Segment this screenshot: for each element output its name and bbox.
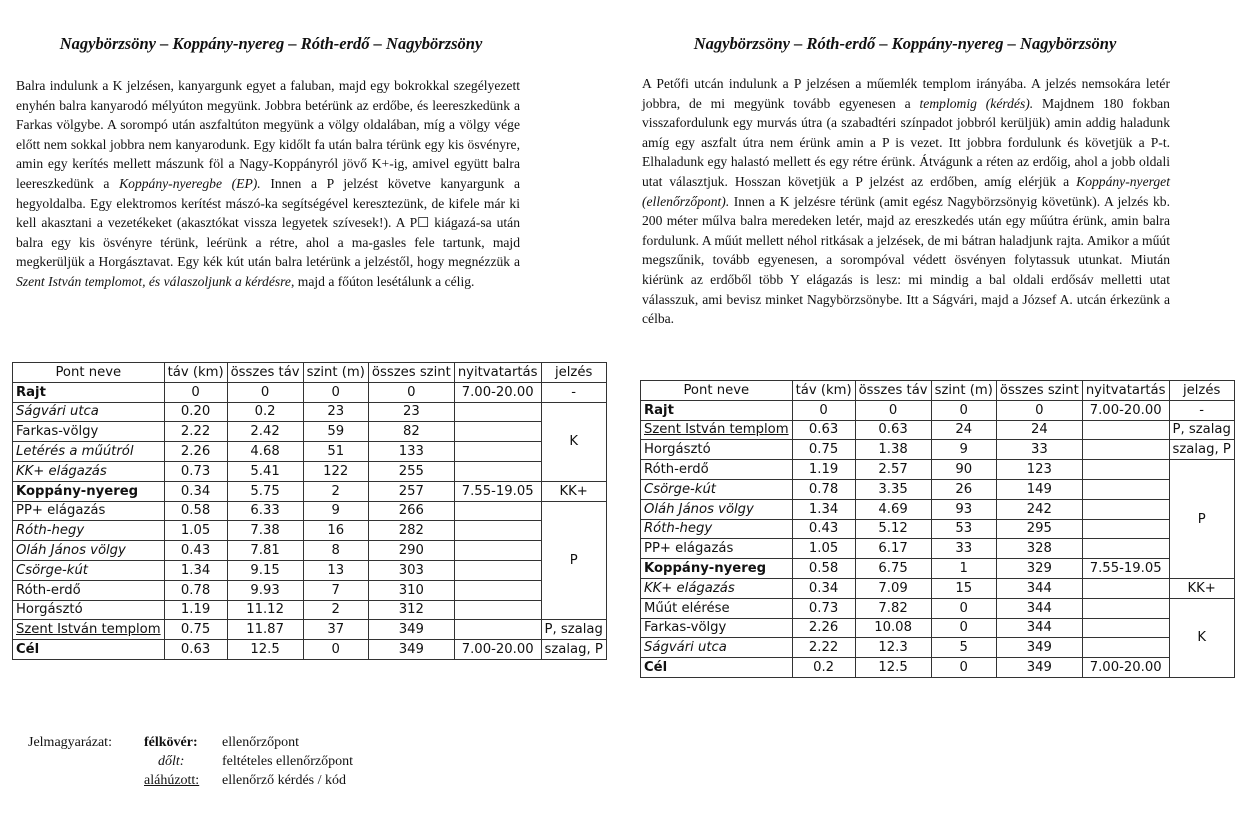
cell-tav: 1.05 <box>164 521 227 541</box>
cell-nyitva <box>454 541 541 561</box>
cell-nyitva <box>1082 420 1169 440</box>
cell-ossz_szint: 328 <box>996 539 1082 559</box>
cell-ossz_szint: 295 <box>996 519 1082 539</box>
cell-ossz_szint: 312 <box>368 600 454 620</box>
trail-mark: KK+ <box>1169 578 1234 598</box>
cell-tav: 0.34 <box>164 481 227 501</box>
cell-szint: 90 <box>931 460 996 480</box>
checkpoint-name: Oláh János völgy <box>641 499 793 519</box>
cell-nyitva <box>454 620 541 640</box>
cell-tav: 2.22 <box>164 422 227 442</box>
cell-szint: 23 <box>303 402 368 422</box>
table-header-row <box>641 381 1235 401</box>
cell-ossz_szint: 344 <box>996 618 1082 638</box>
cell-ossz_tav: 0 <box>227 382 303 402</box>
cell-tav: 0.63 <box>164 640 227 660</box>
cell-szint: 2 <box>303 600 368 620</box>
checkpoint-name: Róth-erdő <box>13 580 165 600</box>
cell-ossz_tav: 7.81 <box>227 541 303 561</box>
cell-szint: 53 <box>931 519 996 539</box>
cell-nyitva: 7.00-20.00 <box>454 382 541 402</box>
cell-nyitva <box>1082 440 1169 460</box>
description-segment: Innen a K jelzésre térünk (amit egész Nagybörzsönyig követünk). A jelzés kb. 200 méter műlva balra meredeken letér, majd az ereszkedés után egy műútra érünk, amin balra fordulunk. A műút mellett néhol ritkásak a jelzések, de mi bátran haladjunk rajta. Amikor a műút megszűnik, tovább egyenesen, a sorompóval védett ösvényen folytassuk utunkat. Miután kiérünk az erdőből több Y elágazás is lesz: mi mindig a bal oldali erdősáv melletti utat válasszuk, ami bevisz minket Nagybörzsönybe. Itt a Ságvári, majd a József A. utcán érkezünk a célba. <box>642 193 1170 327</box>
left-checkpoint-table <box>12 362 607 660</box>
cell-ossz_szint: 329 <box>996 559 1082 579</box>
trail-mark: K <box>1169 598 1234 677</box>
checkpoint-name: KK+ elágazás <box>13 461 165 481</box>
cell-ossz_tav: 10.08 <box>855 618 931 638</box>
cell-ossz_tav: 2.42 <box>227 422 303 442</box>
table-row <box>13 461 607 481</box>
checkpoint-name: Horgásztó <box>641 440 793 460</box>
column-header: szint (m) <box>303 363 368 383</box>
table-row <box>641 400 1235 420</box>
cell-tav: 2.26 <box>792 618 855 638</box>
table-row <box>641 420 1235 440</box>
trail-mark: szalag, P <box>541 640 606 660</box>
cell-nyitva: 7.00-20.00 <box>1082 658 1169 678</box>
right-checkpoint-table <box>640 380 1235 678</box>
cell-szint: 0 <box>931 618 996 638</box>
checkpoint-name: Cél <box>13 640 165 660</box>
cell-szint: 1 <box>931 559 996 579</box>
cell-szint: 16 <box>303 521 368 541</box>
column-header: Pont neve <box>641 381 793 401</box>
trail-mark: szalag, P <box>1169 440 1234 460</box>
cell-tav: 1.34 <box>792 499 855 519</box>
table-row <box>641 618 1235 638</box>
cell-szint: 0 <box>931 658 996 678</box>
table-row <box>641 539 1235 559</box>
cell-szint: 37 <box>303 620 368 640</box>
table-row <box>13 481 607 501</box>
legend-key-bold: félkövér: <box>144 735 198 750</box>
cell-tav: 0.2 <box>792 658 855 678</box>
description-segment: templomig (kérdés). <box>919 95 1034 111</box>
cell-tav: 0.43 <box>164 541 227 561</box>
cell-szint: 0 <box>931 400 996 420</box>
cell-nyitva: 7.55-19.05 <box>1082 559 1169 579</box>
cell-ossz_tav: 1.38 <box>855 440 931 460</box>
cell-szint: 13 <box>303 560 368 580</box>
trail-mark: P <box>541 501 606 620</box>
cell-tav: 1.19 <box>164 600 227 620</box>
cell-ossz_tav: 6.33 <box>227 501 303 521</box>
table-row <box>13 620 607 640</box>
description-segment: Koppány-nyeregbe (EP). <box>119 175 261 191</box>
cell-ossz_szint: 303 <box>368 560 454 580</box>
cell-tav: 2.26 <box>164 442 227 462</box>
cell-ossz_szint: 257 <box>368 481 454 501</box>
table-row <box>641 578 1235 598</box>
cell-tav: 0.75 <box>164 620 227 640</box>
checkpoint-name: Koppány-nyereg <box>641 559 793 579</box>
column-header: összes szint <box>996 381 1082 401</box>
column-header: jelzés <box>1169 381 1234 401</box>
table-header-row <box>13 363 607 383</box>
cell-ossz_tav: 12.5 <box>855 658 931 678</box>
cell-nyitva <box>454 560 541 580</box>
cell-ossz_szint: 349 <box>368 620 454 640</box>
legend-desc-bold: ellenőrzőpont <box>222 735 299 750</box>
cell-ossz_szint: 23 <box>368 402 454 422</box>
column-header: Pont neve <box>13 363 165 383</box>
cell-szint: 8 <box>303 541 368 561</box>
table-row <box>13 501 607 521</box>
cell-tav: 2.22 <box>792 638 855 658</box>
cell-ossz_szint: 310 <box>368 580 454 600</box>
checkpoint-name: Farkas-völgy <box>13 422 165 442</box>
cell-tav: 0.58 <box>164 501 227 521</box>
checkpoint-name: Szent István templom <box>13 620 165 640</box>
checkpoint-name: PP+ elágazás <box>641 539 793 559</box>
cell-tav: 1.05 <box>792 539 855 559</box>
checkpoint-name: PP+ elágazás <box>13 501 165 521</box>
cell-tav: 0.34 <box>792 578 855 598</box>
cell-nyitva <box>454 461 541 481</box>
legend-desc-underline: ellenőrző kérdés / kód <box>222 773 347 788</box>
trail-mark: - <box>541 382 606 402</box>
cell-ossz_szint: 282 <box>368 521 454 541</box>
table-row <box>13 402 607 422</box>
cell-nyitva <box>454 600 541 620</box>
cell-tav: 0 <box>792 400 855 420</box>
cell-ossz_tav: 0.63 <box>855 420 931 440</box>
cell-ossz_tav: 5.75 <box>227 481 303 501</box>
left-route-title: Nagybörzsöny – Koppány-nyereg – Róth-erdő – Nagybörzsöny <box>59 34 483 53</box>
description-segment: Balra indulunk a K jelzésen, kanyargunk egyet a faluban, majd egy bokrokkal szegélyezett enyhén balra kanyarodó mélyúton megyünk. Jobbra betérünk az erdőbe, és leereszkedünk a Farkas völgybe. A sorompó után aszfaltúton megyünk a völgy oldalában, míg a völgy vége előtt nem sokkal jobbra nem kanyarodunk. Egy kidőlt fa után balra térünk egy kis ösvényre, amin egy kerítés mellett mászunk föl a Nagy-Koppányról jövő K+-ig, amivel együtt balra leereszkedünk a <box>16 78 520 191</box>
cell-ossz_szint: 82 <box>368 422 454 442</box>
description-segment: Innen a P jelzést követve kanyargunk a hegyoldalba. Egy elektromos kerítést mászó-ka segítségével keresztezünk, de kifele már ki kell akasztani a vezetékeket (akasztókat vissza legyetek szívesek!). A P☐ kiágazá-sa után balra egy kis ösvényre térünk, leérünk a rétre, ahol a ma-gasles fele tartunk, majd megkerüljük a Horgásztavat. Egy kék kút után balra letérünk a jelzéstől, hogy megnézzük a <box>16 175 520 270</box>
cell-nyitva <box>454 442 541 462</box>
cell-ossz_szint: 33 <box>996 440 1082 460</box>
table-row <box>13 442 607 462</box>
column-header: szint (m) <box>931 381 996 401</box>
cell-ossz_tav: 4.69 <box>855 499 931 519</box>
right-route-title: Nagybörzsöny – Róth-erdő – Koppány-nyereg – Nagybörzsöny <box>693 34 1117 53</box>
cell-tav: 0.78 <box>164 580 227 600</box>
cell-szint: 93 <box>931 499 996 519</box>
table-row <box>641 440 1235 460</box>
cell-ossz_szint: 255 <box>368 461 454 481</box>
checkpoint-name: Letérés a műútról <box>13 442 165 462</box>
column-header: nyitvatartás <box>454 363 541 383</box>
cell-nyitva <box>1082 578 1169 598</box>
table-row <box>13 640 607 660</box>
cell-nyitva <box>1082 539 1169 559</box>
checkpoint-name: Horgásztó <box>13 600 165 620</box>
cell-ossz_tav: 6.75 <box>855 559 931 579</box>
cell-nyitva <box>1082 479 1169 499</box>
trail-mark: P <box>1169 460 1234 579</box>
description-segment: Szent István templomot, és válaszoljunk a kérdésre <box>16 273 291 289</box>
cell-ossz_szint: 242 <box>996 499 1082 519</box>
cell-szint: 51 <box>303 442 368 462</box>
cell-szint: 15 <box>931 578 996 598</box>
cell-ossz_szint: 24 <box>996 420 1082 440</box>
table-row <box>641 559 1235 579</box>
legend-desc-italic: feltételes ellenőrzőpont <box>222 754 353 769</box>
cell-ossz_szint: 344 <box>996 578 1082 598</box>
cell-szint: 0 <box>931 598 996 618</box>
cell-ossz_szint: 349 <box>996 638 1082 658</box>
trail-mark: P, szalag <box>1169 420 1234 440</box>
cell-tav: 0.63 <box>792 420 855 440</box>
cell-ossz_tav: 7.82 <box>855 598 931 618</box>
cell-nyitva <box>1082 499 1169 519</box>
cell-ossz_tav: 7.09 <box>855 578 931 598</box>
cell-nyitva <box>1082 519 1169 539</box>
cell-ossz_tav: 0 <box>855 400 931 420</box>
legend-title: Jelmagyarázat: <box>28 735 112 750</box>
cell-ossz_tav: 11.12 <box>227 600 303 620</box>
checkpoint-name: Rajt <box>13 382 165 402</box>
table-row <box>13 422 607 442</box>
checkpoint-name: Ságvári utca <box>641 638 793 658</box>
cell-ossz_szint: 123 <box>996 460 1082 480</box>
cell-ossz_szint: 133 <box>368 442 454 462</box>
cell-ossz_szint: 0 <box>368 382 454 402</box>
checkpoint-name: Koppány-nyereg <box>13 481 165 501</box>
table-row <box>13 560 607 580</box>
cell-nyitva <box>454 521 541 541</box>
table-row <box>13 521 607 541</box>
cell-nyitva: 7.55-19.05 <box>454 481 541 501</box>
cell-tav: 0.58 <box>792 559 855 579</box>
cell-nyitva <box>1082 618 1169 638</box>
description-segment: A Petőfi utcán indulunk a P jelzésen a műemlék templom irányába. A jelzés nemsokára letér jobbra, de mi megyünk tovább egyenesen a <box>642 76 1170 111</box>
cell-szint: 26 <box>931 479 996 499</box>
cell-nyitva <box>454 402 541 422</box>
cell-ossz_szint: 266 <box>368 501 454 521</box>
trail-mark: K <box>541 402 606 481</box>
column-header: táv (km) <box>792 381 855 401</box>
right-route-description <box>642 74 1170 329</box>
cell-ossz_tav: 0.2 <box>227 402 303 422</box>
cell-szint: 59 <box>303 422 368 442</box>
table-row <box>13 600 607 620</box>
checkpoint-name: Műút elérése <box>641 598 793 618</box>
cell-tav: 1.19 <box>792 460 855 480</box>
cell-ossz_tav: 2.57 <box>855 460 931 480</box>
column-header: összes táv <box>227 363 303 383</box>
column-header: összes szint <box>368 363 454 383</box>
cell-ossz_tav: 5.41 <box>227 461 303 481</box>
cell-tav: 0.75 <box>792 440 855 460</box>
cell-nyitva <box>1082 638 1169 658</box>
description-segment: Koppány-nyerget (ellenőrzőpont). <box>642 173 1170 209</box>
cell-szint: 5 <box>931 638 996 658</box>
description-segment: , majd a főúton lesétálunk a célig. <box>290 273 475 289</box>
cell-tav: 1.34 <box>164 560 227 580</box>
cell-szint: 9 <box>303 501 368 521</box>
table-row <box>641 598 1235 618</box>
table-row <box>13 580 607 600</box>
cell-ossz_tav: 12.3 <box>855 638 931 658</box>
column-header: táv (km) <box>164 363 227 383</box>
checkpoint-name: Ságvári utca <box>13 402 165 422</box>
cell-nyitva: 7.00-20.00 <box>454 640 541 660</box>
checkpoint-name: Róth-erdő <box>641 460 793 480</box>
cell-tav: 0.43 <box>792 519 855 539</box>
table-row <box>13 541 607 561</box>
cell-tav: 0.78 <box>792 479 855 499</box>
cell-ossz_szint: 349 <box>368 640 454 660</box>
left-route-description <box>16 76 520 292</box>
cell-ossz_tav: 12.5 <box>227 640 303 660</box>
cell-ossz_tav: 9.93 <box>227 580 303 600</box>
cell-ossz_tav: 9.15 <box>227 560 303 580</box>
checkpoint-name: Róth-hegy <box>641 519 793 539</box>
cell-nyitva <box>1082 460 1169 480</box>
cell-szint: 33 <box>931 539 996 559</box>
checkpoint-name: Csörge-kút <box>641 479 793 499</box>
table-row <box>641 479 1235 499</box>
cell-nyitva <box>454 580 541 600</box>
trail-mark: - <box>1169 400 1234 420</box>
legend-key-italic: dőlt: <box>158 754 185 769</box>
table-row <box>641 499 1235 519</box>
cell-szint: 2 <box>303 481 368 501</box>
cell-ossz_szint: 149 <box>996 479 1082 499</box>
cell-szint: 9 <box>931 440 996 460</box>
cell-nyitva: 7.00-20.00 <box>1082 400 1169 420</box>
cell-ossz_szint: 344 <box>996 598 1082 618</box>
table-row <box>641 658 1235 678</box>
table-row <box>641 460 1235 480</box>
column-header: összes táv <box>855 381 931 401</box>
checkpoint-name: KK+ elágazás <box>641 578 793 598</box>
checkpoint-name: Oláh János völgy <box>13 541 165 561</box>
checkpoint-name: Szent István templom <box>641 420 793 440</box>
cell-szint: 24 <box>931 420 996 440</box>
cell-ossz_tav: 7.38 <box>227 521 303 541</box>
cell-szint: 0 <box>303 382 368 402</box>
cell-szint: 122 <box>303 461 368 481</box>
cell-nyitva <box>454 422 541 442</box>
checkpoint-name: Csörge-kút <box>13 560 165 580</box>
table-row <box>641 638 1235 658</box>
cell-ossz_tav: 4.68 <box>227 442 303 462</box>
cell-ossz_szint: 349 <box>996 658 1082 678</box>
legend-key-underline: aláhúzott: <box>144 773 200 788</box>
description-segment: Majdnem 180 fokban visszafordulunk egy murvás útra (a szabadtéri színpadot jobbról kerüljük) amin addig haladunk amíg egy aszfalt útra nem érünk amin a P is vezet. Itt jobbra fordulunk és követjük a P-t. Elhaladunk egy halastó mellett és egy rétre érünk. Átvágunk a réten az erdőig, ahol a jobb oldali utat választjuk. Hosszan követjük a P jelzést az erdőben, amíg elérjük a <box>642 95 1170 189</box>
cell-ossz_tav: 5.12 <box>855 519 931 539</box>
table-row <box>13 382 607 402</box>
checkpoint-name: Farkas-völgy <box>641 618 793 638</box>
cell-ossz_tav: 6.17 <box>855 539 931 559</box>
cell-ossz_szint: 290 <box>368 541 454 561</box>
cell-ossz_tav: 3.35 <box>855 479 931 499</box>
cell-nyitva <box>1082 598 1169 618</box>
column-header: nyitvatartás <box>1082 381 1169 401</box>
cell-ossz_tav: 11.87 <box>227 620 303 640</box>
column-header: jelzés <box>541 363 606 383</box>
cell-tav: 0.73 <box>792 598 855 618</box>
table-row <box>641 519 1235 539</box>
cell-ossz_szint: 0 <box>996 400 1082 420</box>
cell-szint: 7 <box>303 580 368 600</box>
checkpoint-name: Cél <box>641 658 793 678</box>
checkpoint-name: Rajt <box>641 400 793 420</box>
cell-szint: 0 <box>303 640 368 660</box>
trail-mark: P, szalag <box>541 620 606 640</box>
checkpoint-name: Róth-hegy <box>13 521 165 541</box>
trail-mark: KK+ <box>541 481 606 501</box>
cell-tav: 0.73 <box>164 461 227 481</box>
cell-tav: 0 <box>164 382 227 402</box>
cell-tav: 0.20 <box>164 402 227 422</box>
cell-nyitva <box>454 501 541 521</box>
